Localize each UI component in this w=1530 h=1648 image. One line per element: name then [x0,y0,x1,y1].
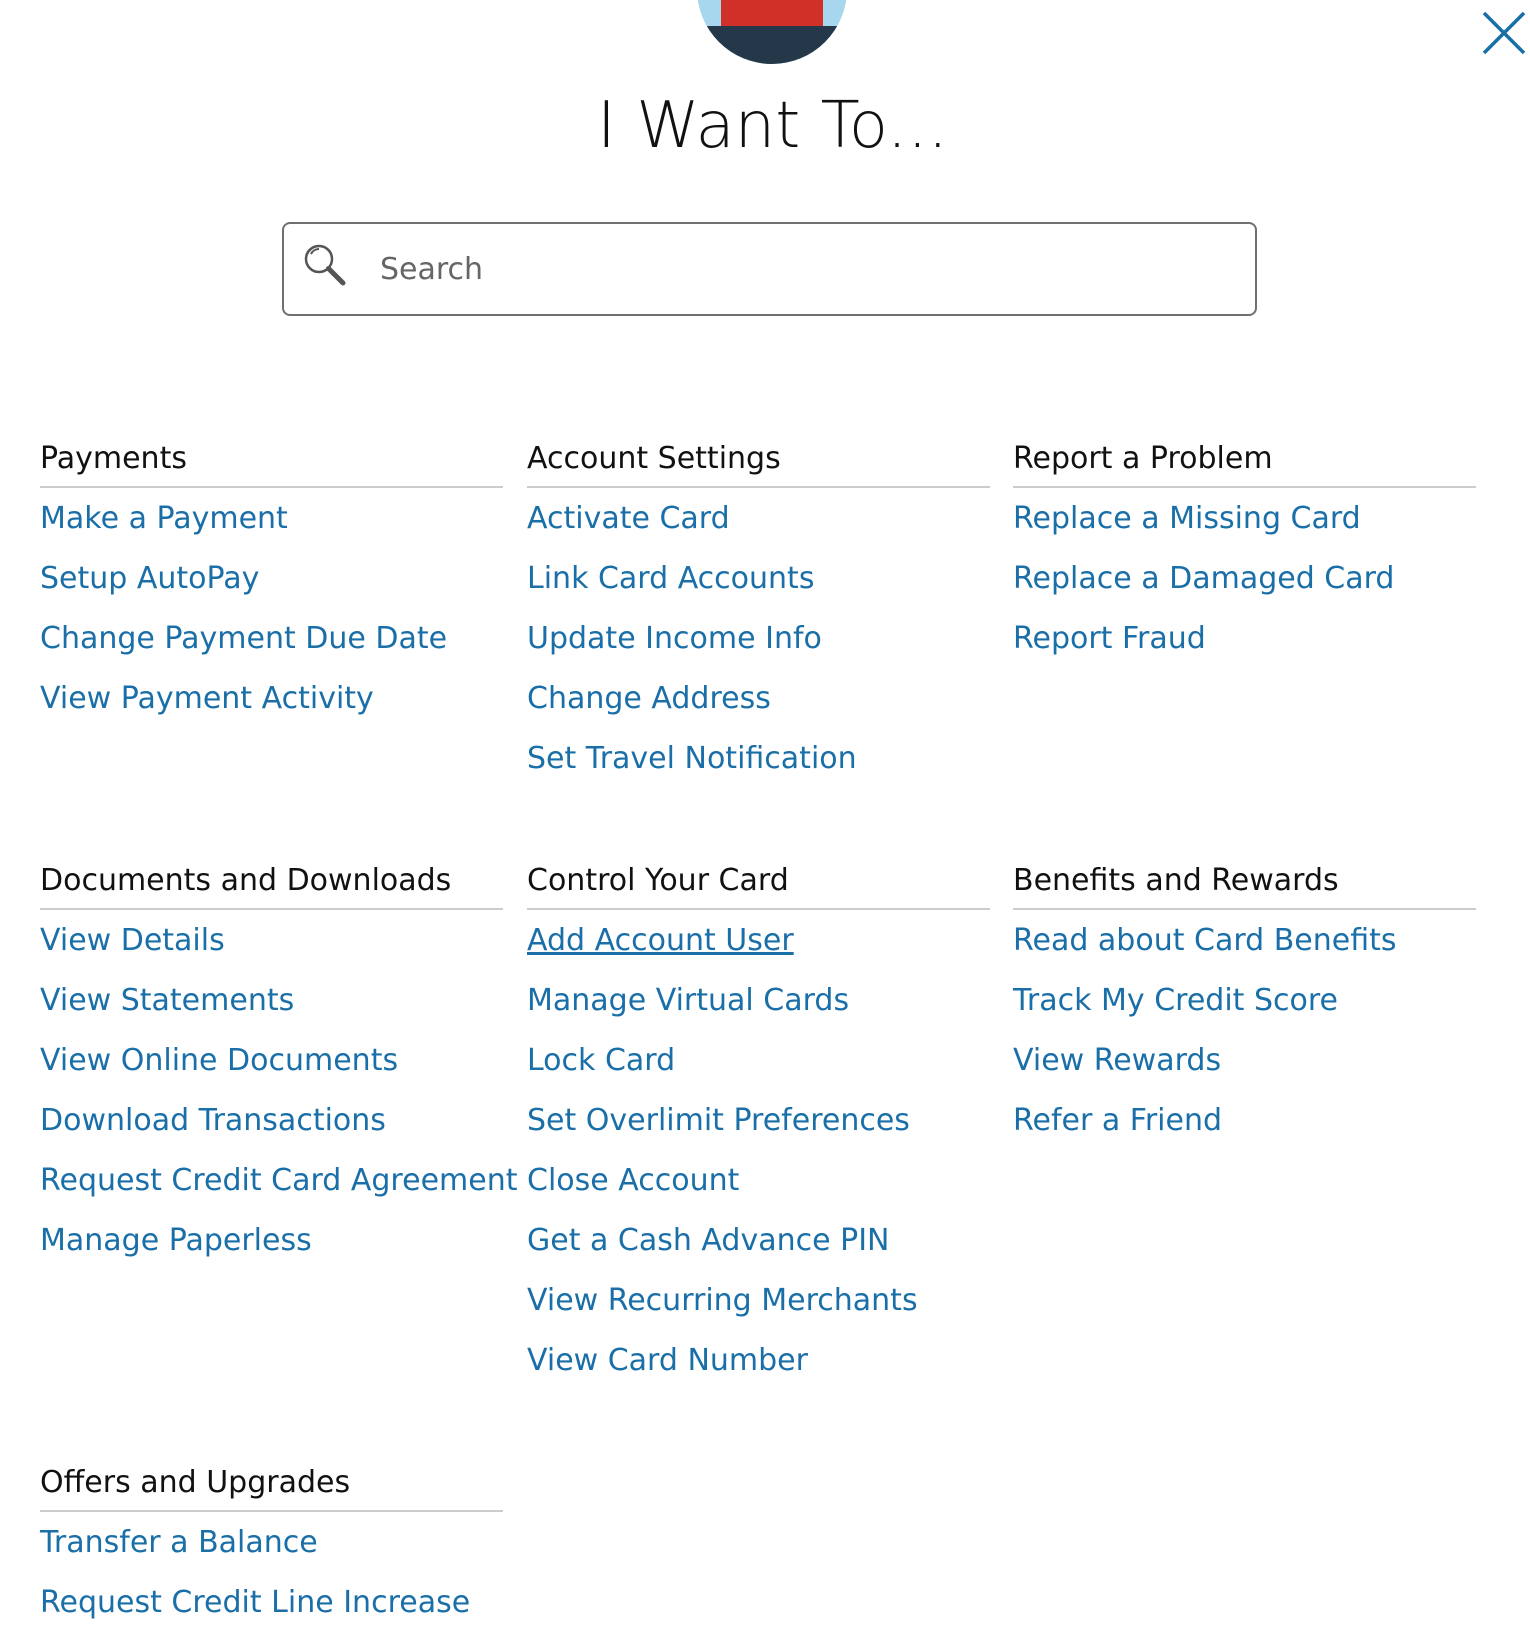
section-report-a-problem [1013,436,1476,674]
link-replace-damaged-card[interactable]: Replace a Damaged Card [1013,561,1395,596]
link-setup-autopay[interactable]: Setup AutoPay [40,561,260,596]
search-icon [302,242,348,288]
section-payments [40,436,503,734]
link-list [1013,910,1476,1156]
search-field[interactable] [282,222,1257,316]
link-set-travel-notification[interactable]: Set Travel Notification [527,741,857,776]
link-refer-a-friend[interactable]: Refer a Friend [1013,1103,1223,1138]
close-icon [1480,9,1528,57]
link-list [40,910,518,1276]
link-read-about-card-benefits[interactable]: Read about Card Benefits [1013,923,1397,958]
link-add-account-user[interactable]: Add Account User [527,923,794,958]
link-change-payment-due-date[interactable]: Change Payment Due Date [40,621,448,656]
link-manage-virtual-cards[interactable]: Manage Virtual Cards [527,983,850,1018]
avatar-accent [721,0,823,26]
link-list [40,488,503,734]
section-benefits-and-rewards [1013,858,1476,1156]
link-list [40,1512,503,1638]
section-documents-and-downloads [40,858,518,1276]
section-offers-and-upgrades [40,1460,503,1638]
link-change-address[interactable]: Change Address [527,681,771,716]
link-manage-paperless[interactable]: Manage Paperless [40,1223,312,1258]
section-heading: Offers and Upgrades [40,1460,503,1512]
link-view-details[interactable]: View Details [40,923,225,958]
link-update-income-info[interactable]: Update Income Info [527,621,822,656]
avatar-shirt [697,26,847,64]
link-view-payment-activity[interactable]: View Payment Activity [40,681,374,716]
link-make-a-payment[interactable]: Make a Payment [40,501,288,536]
link-lock-card[interactable]: Lock Card [527,1043,676,1078]
link-link-card-accounts[interactable]: Link Card Accounts [527,561,815,596]
link-download-transactions[interactable]: Download Transactions [40,1103,386,1138]
link-replace-missing-card[interactable]: Replace a Missing Card [1013,501,1361,536]
link-list [1013,488,1476,674]
link-view-rewards[interactable]: View Rewards [1013,1043,1222,1078]
link-report-fraud[interactable]: Report Fraud [1013,621,1206,656]
link-view-card-number[interactable]: View Card Number [527,1343,808,1378]
section-control-your-card [527,858,990,1396]
close-button[interactable] [1480,9,1528,57]
section-heading: Report a Problem [1013,436,1476,488]
link-transfer-a-balance[interactable]: Transfer a Balance [40,1525,318,1560]
search-input[interactable] [380,238,1230,300]
section-heading: Account Settings [527,436,990,488]
link-request-credit-line-increase[interactable]: Request Credit Line Increase [40,1585,471,1620]
link-view-recurring-merchants[interactable]: View Recurring Merchants [527,1283,918,1318]
section-heading: Payments [40,436,503,488]
link-track-my-credit-score[interactable]: Track My Credit Score [1013,983,1338,1018]
avatar [697,0,847,64]
link-activate-card[interactable]: Activate Card [527,501,730,536]
section-heading: Documents and Downloads [40,858,503,910]
link-list [527,910,990,1396]
link-set-overlimit-preferences[interactable]: Set Overlimit Preferences [527,1103,910,1138]
section-heading: Control Your Card [527,858,990,910]
link-view-online-documents[interactable]: View Online Documents [40,1043,399,1078]
page-title: I Want To... [597,89,948,163]
link-view-statements[interactable]: View Statements [40,983,295,1018]
link-close-account[interactable]: Close Account [527,1163,740,1198]
section-account-settings [527,436,990,794]
link-request-credit-card-agreement[interactable]: Request Credit Card Agreement [40,1163,518,1198]
link-list [527,488,990,794]
link-get-cash-advance-pin[interactable]: Get a Cash Advance PIN [527,1223,890,1258]
section-heading: Benefits and Rewards [1013,858,1476,910]
